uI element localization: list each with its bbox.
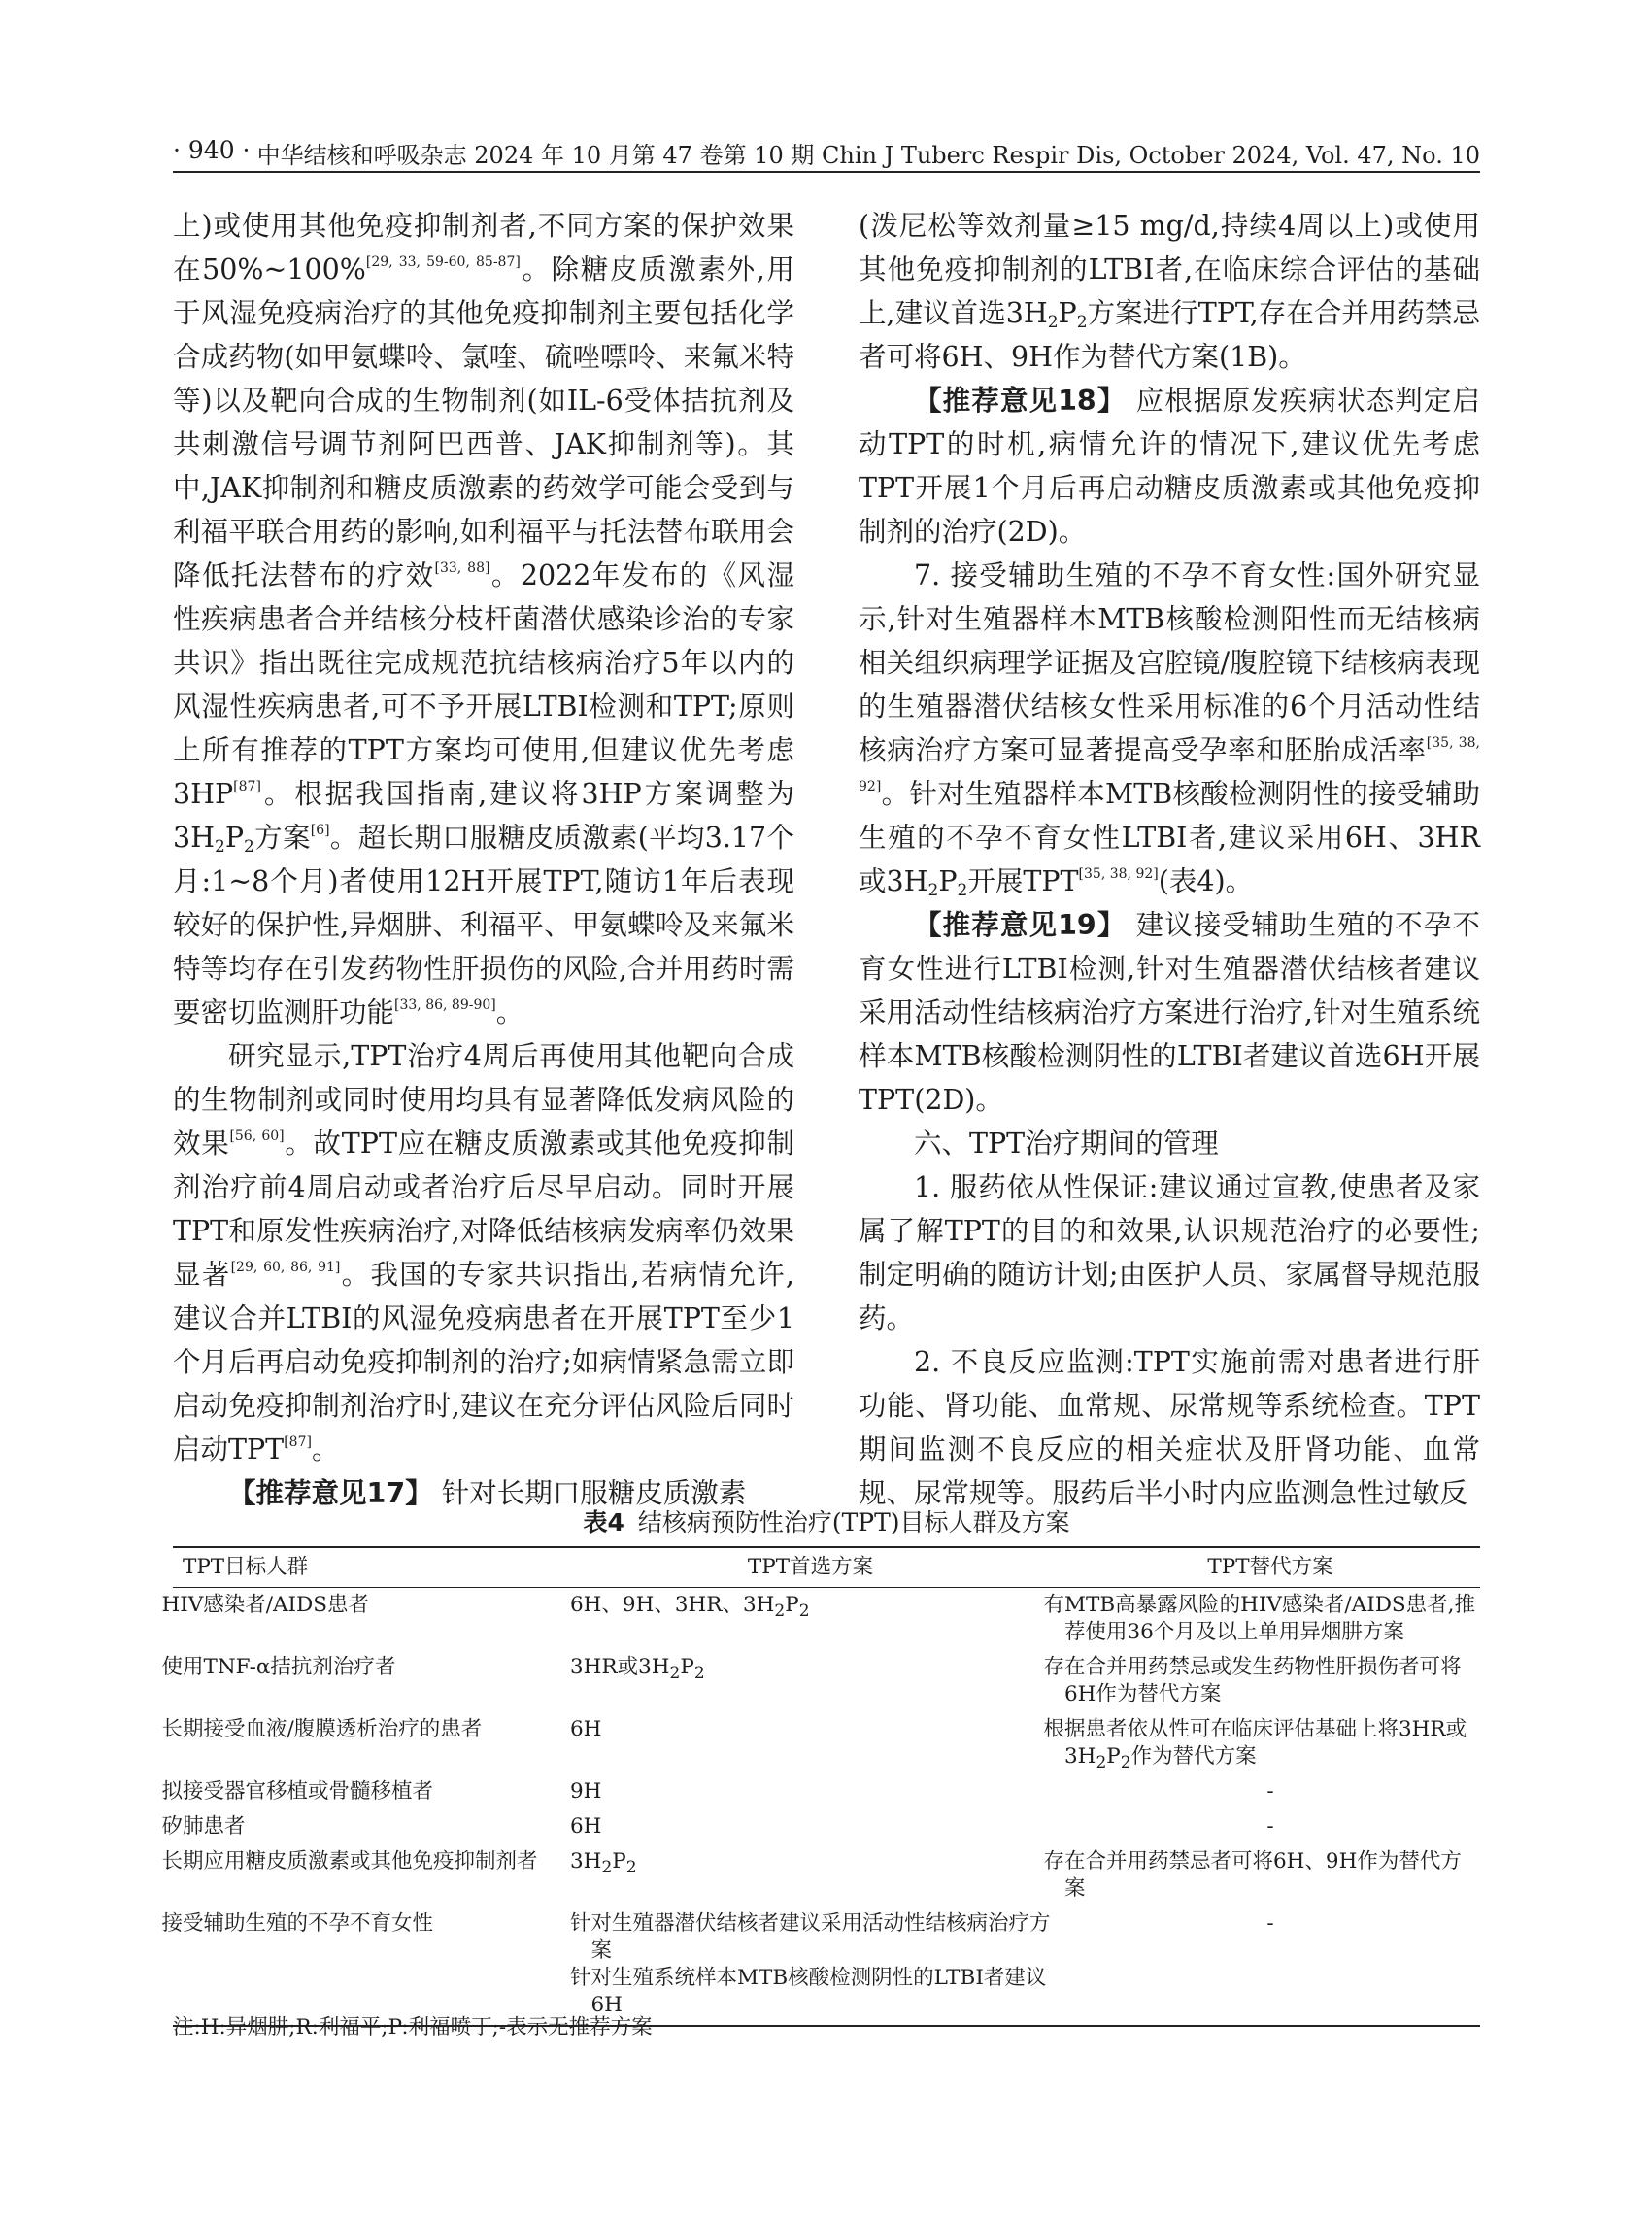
text: (泼尼松等效剂量≥15 mg/d,持续4周以上)或使用其他免疫抑制剂的LTBI者,在临床综合评估的基础上,建议首选3H bbox=[859, 210, 1480, 329]
paragraph bbox=[173, 1034, 794, 1471]
section-heading: 六、TPT治疗期间的管理 bbox=[914, 1128, 1219, 1160]
table-row bbox=[173, 1809, 1480, 1844]
text: P bbox=[785, 1593, 799, 1617]
text: P bbox=[612, 1849, 626, 1873]
alternative-regimen-cell: - bbox=[1266, 1779, 1274, 1804]
text: P bbox=[1058, 297, 1077, 329]
text: 。根据我国指南,建议将3HP方案调整为3H bbox=[173, 778, 794, 854]
subscript: 2 bbox=[927, 881, 939, 900]
citation: [35, 38, 92] bbox=[1078, 866, 1159, 882]
text: 。我国的专家共识指出,若病情允许,建议合并LTBI的风湿免疫病患者在开展TPT至少1个月后再启动免疫抑制剂的治疗;如病情紧急需立即启动免疫抑制剂治疗时,建议在充分评估风险后同时启动TPT bbox=[173, 1259, 794, 1466]
citation: [33, 86, 89-90] bbox=[394, 997, 496, 1013]
text: 。2022年发布的《风湿性疾病患者合并结核分枝杆菌潜伏感染诊治的专家共识》指出既往完成规范抗结核病治疗5年以内的风湿性疾病患者,可不予开展LTBI检测和TPT;原则上所有推荐的TPT方案均可使用,但建议优先考虑3HP bbox=[173, 559, 794, 810]
alternative-regimen-cell: 存在合并用药禁忌或发生药物性肝损伤者可将6H作为替代方案 bbox=[1043, 1655, 1462, 1706]
target-group-cell: HIV感染者/AIDS患者 bbox=[161, 1593, 369, 1617]
target-group-cell: 使用TNF-α拮抗剂治疗者 bbox=[161, 1655, 396, 1679]
preferred-regimen-cell: 9H bbox=[570, 1779, 602, 1804]
target-group-cell: 矽肺患者 bbox=[161, 1814, 246, 1838]
table-row bbox=[173, 1650, 1480, 1712]
text: 。故TPT应在糖皮质激素或其他免疫抑制剂治疗前4周启动或者治疗后尽早启动。同时开展TPT和原发性疾病治疗,对降低结核病发病率仍效果显著 bbox=[173, 1128, 794, 1291]
page-number: · 940 · bbox=[173, 136, 251, 164]
table-row bbox=[173, 1906, 1480, 2026]
text: 3HR或3H bbox=[570, 1655, 670, 1679]
alternative-regimen-cell: 有MTB高暴露风险的HIV感染者/AIDS患者,推荐使用36个月及以上单用异烟肼方案 bbox=[1043, 1593, 1475, 1644]
text: 方案进行TPT,存在合并用药禁忌者可将6H、9H作为替代方案(1B)。 bbox=[859, 297, 1480, 373]
text: 。 bbox=[495, 996, 524, 1028]
header-rule bbox=[173, 171, 1480, 173]
target-group-cell: 长期应用糖皮质激素或其他免疫抑制剂者 bbox=[161, 1849, 538, 1873]
citation: [6] bbox=[310, 823, 330, 838]
target-group-cell: 长期接受血液/腹膜透析治疗的患者 bbox=[161, 1717, 483, 1741]
text: 研究显示,TPT治疗4周后再使用其他靶向合成的生物制剂或同时使用均具有显著降低发病风险的效果 bbox=[173, 1040, 794, 1160]
text: 。针对生殖器样本MTB核酸检测阴性的接受辅助生殖的不孕不育女性LTBI者,建议采用6H、3HR或3H bbox=[859, 778, 1480, 897]
preferred-regimen-cell: 6H bbox=[570, 1814, 602, 1838]
paragraph: 1. 服药依从性保证:建议通过宣教,使患者及家属了解TPT的目的和效果,认识规范治疗的必要性;制定明确的随访计划;由医护人员、家属督导规范服药。 bbox=[859, 1171, 1480, 1334]
text: 。 bbox=[311, 1433, 340, 1466]
recommendation-19 bbox=[859, 903, 1480, 1122]
page-header bbox=[173, 130, 1480, 169]
subscript: 2 bbox=[693, 1664, 705, 1683]
table-row bbox=[173, 1774, 1480, 1809]
text: 3H bbox=[570, 1849, 602, 1873]
table-row bbox=[173, 1844, 1480, 1906]
text: 建议接受辅助生殖的不孕不育女性进行LTBI检测,针对生殖器潜伏结核者建议采用活动性结核病治疗方案进行治疗,针对生殖系统样本MTB核酸检测阴性的LTBI者建议首选6H开展TPT(2D)。 bbox=[859, 909, 1480, 1116]
preferred-regimen-cell: 6H bbox=[570, 1717, 602, 1741]
text: (表4)。 bbox=[1158, 865, 1254, 897]
citation: [87] bbox=[284, 1434, 312, 1450]
subscript: 2 bbox=[244, 837, 254, 857]
citation: [33, 88] bbox=[434, 560, 490, 576]
text: 。除糖皮质激素外,用于风湿免疫病治疗的其他免疫抑制剂主要包括化学合成药物(如甲氨蝶呤、氯喹、硫唑嘌呤、来氟米特等)以及靶向合成的生物制剂(如IL-6受体拮抗剂及共刺激信号调节剂阿巴西普、JAK抑制剂等)。其中,JAK抑制剂和糖皮质激素的药效学可能会受到与利福平联合用药的影响,如利福平与托法替布联用会降低托法替布的疗效 bbox=[173, 253, 794, 591]
text: P bbox=[224, 822, 245, 854]
paragraph bbox=[859, 204, 1480, 379]
table-caption bbox=[173, 1503, 1480, 1538]
target-group-cell: 接受辅助生殖的不孕不育女性 bbox=[173, 1906, 560, 2026]
paragraph bbox=[173, 204, 794, 1034]
text: P bbox=[680, 1655, 694, 1679]
citation: [29, 60, 86, 91] bbox=[230, 1260, 341, 1275]
subscript: 2 bbox=[669, 1664, 681, 1683]
alternative-regimen-cell: - bbox=[1266, 1814, 1274, 1838]
text: 针对生殖系统样本MTB核酸检测阴性的LTBI者建议6H bbox=[570, 1966, 1047, 2017]
preferred-regimen-cell bbox=[560, 1588, 1055, 1651]
target-group-cell: 拟接受器官移植或骨髓移植者 bbox=[161, 1779, 434, 1804]
right-column bbox=[859, 204, 1480, 1515]
subscript: 2 bbox=[774, 1601, 786, 1621]
preferred-regimen-cell bbox=[560, 1844, 1055, 1906]
citation: [29, 33, 59-60, 85-87] bbox=[365, 254, 521, 270]
paragraph bbox=[859, 554, 1480, 903]
text: 方案 bbox=[253, 822, 311, 854]
recommendation-label: 【推荐意见17】 bbox=[228, 1477, 433, 1509]
preferred-regimen-cell bbox=[560, 1906, 1055, 2026]
text: 上)或使用其他免疫抑制剂者,不同方案的保护效果在50%~100% bbox=[173, 210, 794, 286]
table-note: 注:H:异烟肼;R:利福平;P:利福喷丁;-表示无推荐方案 bbox=[173, 2015, 653, 2040]
subscript: 2 bbox=[798, 1601, 810, 1621]
alternative-regimen-cell: 存在合并用药禁忌者可将6H、9H作为替代方案 bbox=[1043, 1849, 1462, 1901]
alternative-regimen-cell: - bbox=[1055, 1906, 1480, 2026]
text: 根据患者依从性可在临床评估基础上将3HR或3H bbox=[1043, 1717, 1467, 1769]
text: 针对长期口服糖皮质激素 bbox=[432, 1477, 747, 1509]
preferred-regimen-cell bbox=[560, 1650, 1055, 1712]
text: 7. 接受辅助生殖的不孕不育女性:国外研究显示,针对生殖器样本MTB核酸检测阳性而无结核病相关组织病理学证据及宫腔镜/腹腔镜下结核病表现的生殖器潜伏结核女性采用标准的6个月活动性结核病治疗方案可显著提高受孕率和胚胎成活率 bbox=[859, 559, 1480, 766]
text: P bbox=[938, 865, 958, 897]
text: 应根据原发疾病状态判定启动TPT的时机,病情允许的情况下,建议优先考虑TPT开展1个月后再启动糖皮质激素或其他免疫抑制剂的治疗(2D)。 bbox=[859, 385, 1480, 548]
citation: [35, 38, 92] bbox=[859, 735, 1480, 794]
column-header: TPT首选方案 bbox=[560, 1547, 1055, 1588]
column-header: TPT替代方案 bbox=[1055, 1547, 1480, 1588]
subscript: 2 bbox=[625, 1858, 637, 1877]
table-number: 表4 bbox=[583, 1508, 624, 1536]
table-row bbox=[173, 1712, 1480, 1774]
text: 。超长期口服糖皮质激素(平均3.17个月:1~8个月)者使用12H开展TPT,随访1年后表现较好的保护性,异烟肼、利福平、甲氨蝶呤及来氟米特等均存在引发药物性肝损伤的风险,合并用药时需要密切监测肝功能 bbox=[173, 822, 794, 1028]
subscript: 2 bbox=[215, 837, 225, 857]
citation: [56, 60] bbox=[229, 1129, 285, 1144]
recommendation-label: 【推荐意见19】 bbox=[914, 909, 1127, 941]
subscript: 2 bbox=[1076, 313, 1088, 332]
paragraph: 2. 不良反应监测:TPT实施前需对患者进行肝功能、肾功能、血常规、尿常规等系统检查。TPT期间监测不良反应的相关症状及肝肾功能、血常规、尿常规等。服药后半小时内应监测急性过敏反 bbox=[859, 1346, 1480, 1509]
journal-citation: 中华结核和呼吸杂志 2024 年 10 月第 47 卷第 10 期 Chin J Tuberc Respir Dis, October 2024, Vol. 47, No. 10 bbox=[256, 142, 1480, 169]
subscript: 2 bbox=[1096, 1753, 1107, 1772]
text: 针对生殖器潜伏结核者建议采用活动性结核病治疗方案 bbox=[570, 1911, 1051, 1963]
column-header: TPT目标人群 bbox=[173, 1547, 560, 1588]
citation: [87] bbox=[233, 779, 261, 794]
recommendation-18 bbox=[859, 379, 1480, 554]
table-row bbox=[173, 1588, 1480, 1651]
table-title: 结核病预防性治疗(TPT)目标人群及方案 bbox=[637, 1508, 1070, 1536]
recommendation-label: 【推荐意见18】 bbox=[914, 385, 1127, 417]
text: 开展TPT bbox=[967, 865, 1079, 897]
text: 6H、9H、3HR、3H bbox=[570, 1593, 775, 1617]
subscript: 2 bbox=[957, 881, 968, 900]
left-column bbox=[173, 204, 794, 1515]
subscript: 2 bbox=[601, 1858, 613, 1877]
text: 作为替代方案 bbox=[1130, 1744, 1257, 1769]
text: P bbox=[1106, 1744, 1121, 1769]
table-header-row bbox=[173, 1547, 1480, 1588]
subscript: 2 bbox=[1047, 313, 1059, 332]
subscript: 2 bbox=[1120, 1753, 1131, 1772]
table-4 bbox=[161, 1546, 1480, 2027]
alternative-regimen-cell bbox=[1043, 1712, 1480, 1774]
